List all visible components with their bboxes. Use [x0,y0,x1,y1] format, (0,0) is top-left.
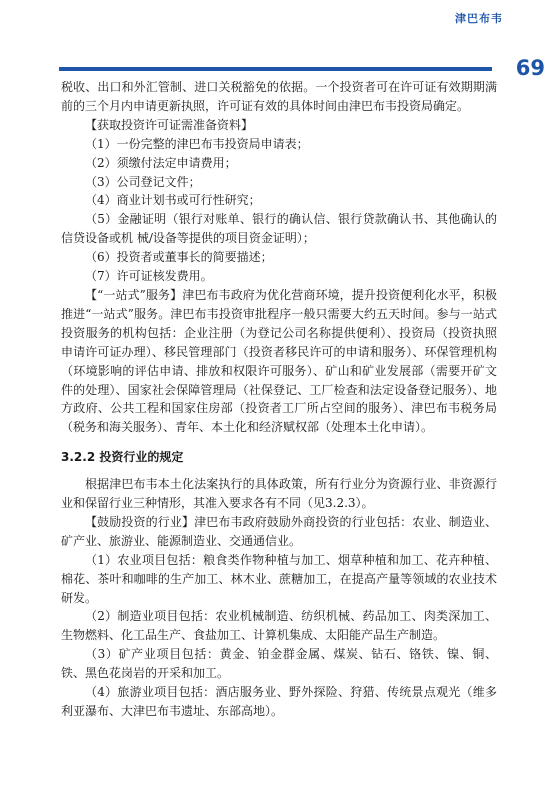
paragraph: （2）须缴付法定申请费用； [85,155,237,170]
page-content [61,78,497,721]
body-text-top [61,78,497,437]
paragraph: 税收、出口和外汇管制、进口关税豁免的依据。一个投资者可在许可证有效期期满前的三个月内申请更新执照，许可证有效的具体时间由津巴布韦投资局确定。 [61,80,497,113]
paragraph: 【“一站式”服务】津巴布韦政府为优化营商环境，提升投资便利化水平，积极推进“一站式”服务。津巴布韦投资审批程序一般只需要大约五天时间。参与一站式投资服务的机构包括：企业注册（为登记公司名称提供便利）、投资局（投资执照申请许可证办理）、移民管理部门（投资者移民许可的申请和服务）、环保管理机构（环境影响的评估申请、排放和权限许可服务）、矿山和矿业发展部（需要开矿文件的处理）、国家社会保障管理局（社保登记、工厂检查和法定设备登记服务）、地方政府、公共工程和国家住房部（投资者工厂所占空间的服务）、津巴布韦税务局（税务和海关服务）、青年、本土化和经济赋权部（处理本土化申请）。 [61,287,497,435]
paragraph: （4）商业计划书或可行性研究； [85,193,261,208]
paragraph: 根据津巴布韦本土化法案执行的具体政策，所有行业分为资源行业、非资源行业和保留行业三种情形，其准入要求各有不同（见3.2.3）。 [61,477,497,511]
paragraph: （7）许可证核发费用。 [85,269,213,284]
paragraph: 【鼓励投资的行业】津巴布韦政府鼓励外商投资的行业包括：农业、制造业、矿产业、旅游业、能源制造业、交通通信业。 [61,514,497,548]
header-title: 津巴布韦 [455,12,503,25]
page-number: 69 [515,56,545,80]
paragraph: （2）制造业项目包括：农业机械制造、纺织机械、药品加工、肉类深加工、生物燃料、化工品生产、食盐加工、计算机集成、太阳能产品生产制造。 [61,609,497,643]
paragraph: （3）矿产业项目包括：黄金、铂金群金属、煤炭、钻石、铬铁、镍、铜、铁、黑色花岗岩的开采和加工。 [61,647,497,681]
paragraph: （5）金融证明（银行对账单、银行的确认信、银行贷款确认书、其他确认的信贷设备或机 械/设备等提供的项目资金证明）； [61,212,497,246]
paragraph: 【获取投资许可证需准备资料】 [85,117,254,132]
body-text-bottom [61,475,497,721]
paragraph: （1）一份完整的津巴布韦投资局申请表； [85,136,309,151]
paragraph: （1）农业项目包括：粮食类作物种植与加工、烟草种植和加工、花卉种植、棉花、茶叶和咖啡的生产加工、林木业、蔗糖加工，在提高产量等领域的农业技术研发。 [61,552,497,605]
paragraph: （3）公司登记文件； [85,174,201,189]
section-heading: 3.2.2 投资行业的规定 [61,450,184,465]
header-rule [59,67,492,71]
paragraph: （4）旅游业项目包括：酒店服务业、野外探险、狩猎、传统景点观光（维多利亚瀑布、大津巴布韦遗址、东部高地）。 [61,685,497,718]
paragraph: （6）投资者或董事长的简要描述； [85,250,273,265]
